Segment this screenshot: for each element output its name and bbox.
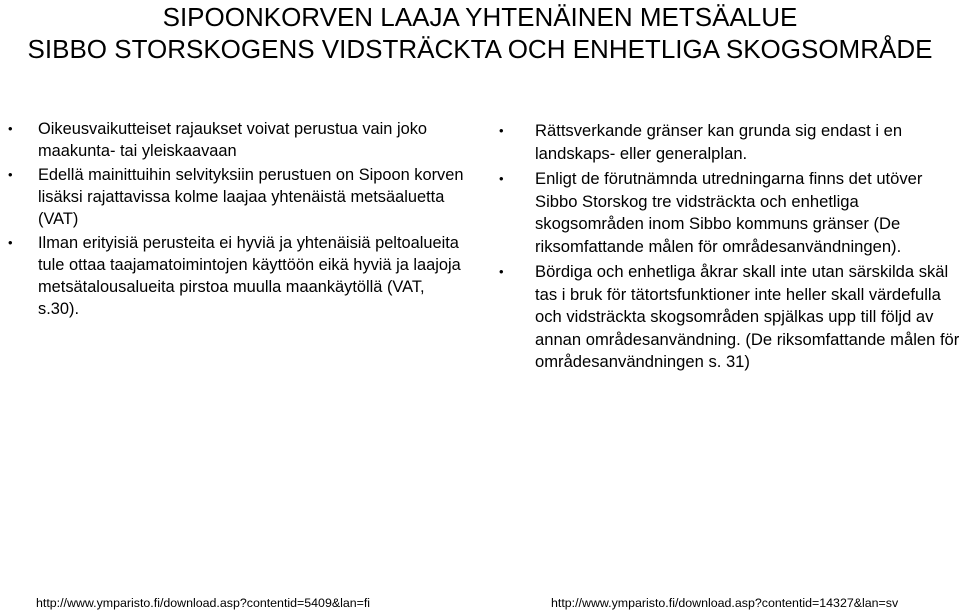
slide-title-swedish: SIBBO STORSKOGENS VIDSTRÄCKTA OCH ENHETLIGA SKOGSOMRÅDE [27,34,933,64]
bullet-text: Bördiga och enhetliga åkrar skall inte utan särskilda skäl tas i bruk för tätortsfunktioner inte heller skall värdefulla och vidsträckta skogsområden spjälkas upp till följd av annan områdesanvändning. (De riksomfattande målen för områdesanvändningen s. 31) [535,262,960,371]
finnish-bullet-list [0,118,470,322]
source-link-swedish[interactable]: http://www.ymparisto.fi/download.asp?contentid=14327&lan=sv [551,596,899,610]
bullet-icon: • [499,171,504,186]
bullet-text: Edellä mainittuihin selvityksiin perustuen on Sipoon korven lisäksi rajattavissa kolme laajaa yhtenäistä metsäaluetta (VAT) [38,166,464,228]
list-item [0,232,470,320]
source-link-finnish[interactable]: http://www.ymparisto.fi/download.asp?contentid=5409&lan=fi [36,596,371,610]
slide-title-finnish: SIPOONKORVEN LAAJA YHTENÄINEN METSÄALUE [162,2,798,32]
bullet-icon: • [8,121,13,136]
list-item [0,118,470,162]
bullet-text: Ilman erityisiä perusteita ei hyviä ja yhtenäisiä peltoalueita tule ottaa taajamatoimintojen käyttöön eikä hyviä ja laajoja metsätalousalueita pirstoa muulla maankäytöllä (VAT, s.30). [38,234,461,318]
bullet-text: Rättsverkande gränser kan grunda sig endast i en landskaps- eller generalplan. [535,121,903,163]
list-item [490,168,960,258]
bullet-icon: • [8,167,13,182]
bullet-text: Oikeusvaikutteiset rajaukset voivat perustua vain joko maakunta- tai yleiskaavaan [38,120,428,160]
swedish-bullet-list [490,120,960,377]
bullet-icon: • [499,264,504,279]
list-item [0,164,470,230]
bullet-text: Enligt de förutnämnda utredningarna finns det utöver Sibbo Storskog tre vidsträckta och enhetliga skogsområden inom Sibbo kommuns gränser (De riksomfattande målen för områdesanvändningen). [535,169,923,256]
bullet-icon: • [499,123,504,138]
bullet-icon: • [8,235,13,250]
list-item [490,120,960,165]
list-item [490,261,960,374]
